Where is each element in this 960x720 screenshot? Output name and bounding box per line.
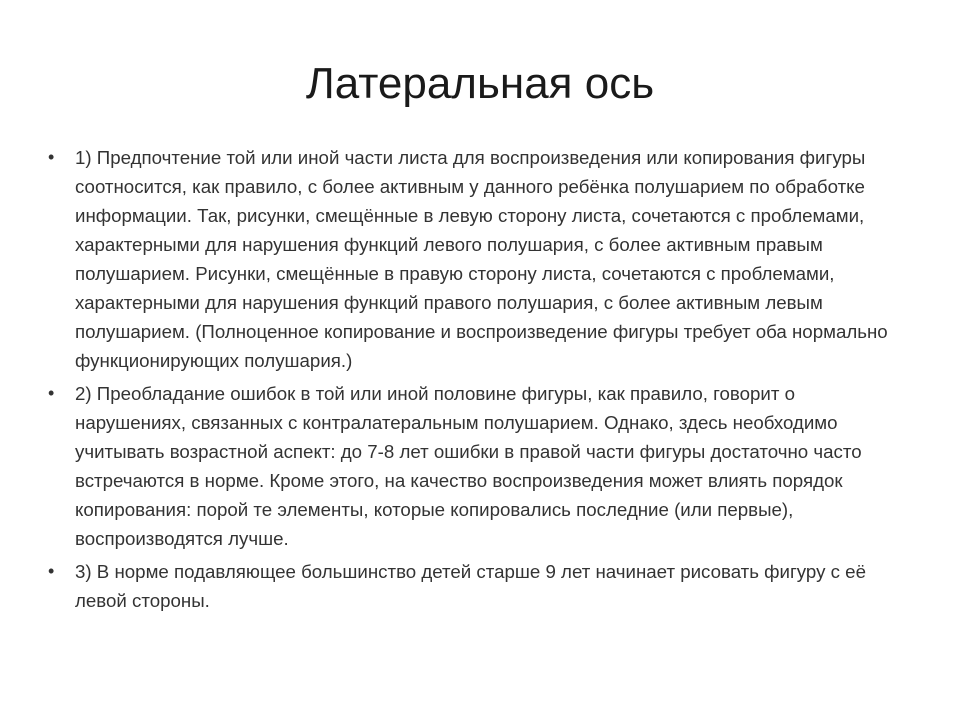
bullet-text-2: 2) Преобладание ошибок в той или иной половине фигуры, как правило, говорит о нарушениях, связанных с контралатеральным полушарием. Однако, здесь необходимо учитывать возрастной аспект: до 7-8 лет ошибки в правой части фигуры достаточно часто встречаются в норме. Кроме этого, на качество воспроизведения может влиять порядок копирования: порой те элементы, которые копировались последние (или первые), воспроизводятся лучше. bbox=[75, 383, 862, 549]
bullet-text-1: 1) Предпочтение той или иной части листа для воспроизведения или копирования фигуры соотносится, как правило, с более активным у данного ребёнка полушарием по обработке информации. Так, рисунки, смещённые в левую сторону листа, сочетаются с проблемами, характерными для нарушения функций левого полушария, с более активным правым полушарием. Рисунки, смещённые в правую сторону листа, сочетаются с проблемами, характерными для нарушения функций правого полушария, с более активным левым полушарием. (Полноценное копирование и воспроизведение фигуры требует оба нормально функционирующих полушария.) bbox=[75, 147, 888, 371]
bullet-item-1 bbox=[48, 143, 908, 375]
bullet-marker-icon: • bbox=[48, 561, 55, 581]
bullet-marker-icon: • bbox=[48, 147, 55, 167]
slide-title: Латеральная ось bbox=[305, 59, 655, 108]
bullet-marker-icon: • bbox=[48, 383, 55, 403]
bullet-item-2 bbox=[48, 379, 908, 553]
bullet-item-3 bbox=[48, 557, 908, 615]
bullet-text-3: 3) В норме подавляющее большинство детей старше 9 лет начинает рисовать фигуру с её левой стороны. bbox=[75, 561, 866, 611]
bullet-list bbox=[48, 143, 908, 619]
